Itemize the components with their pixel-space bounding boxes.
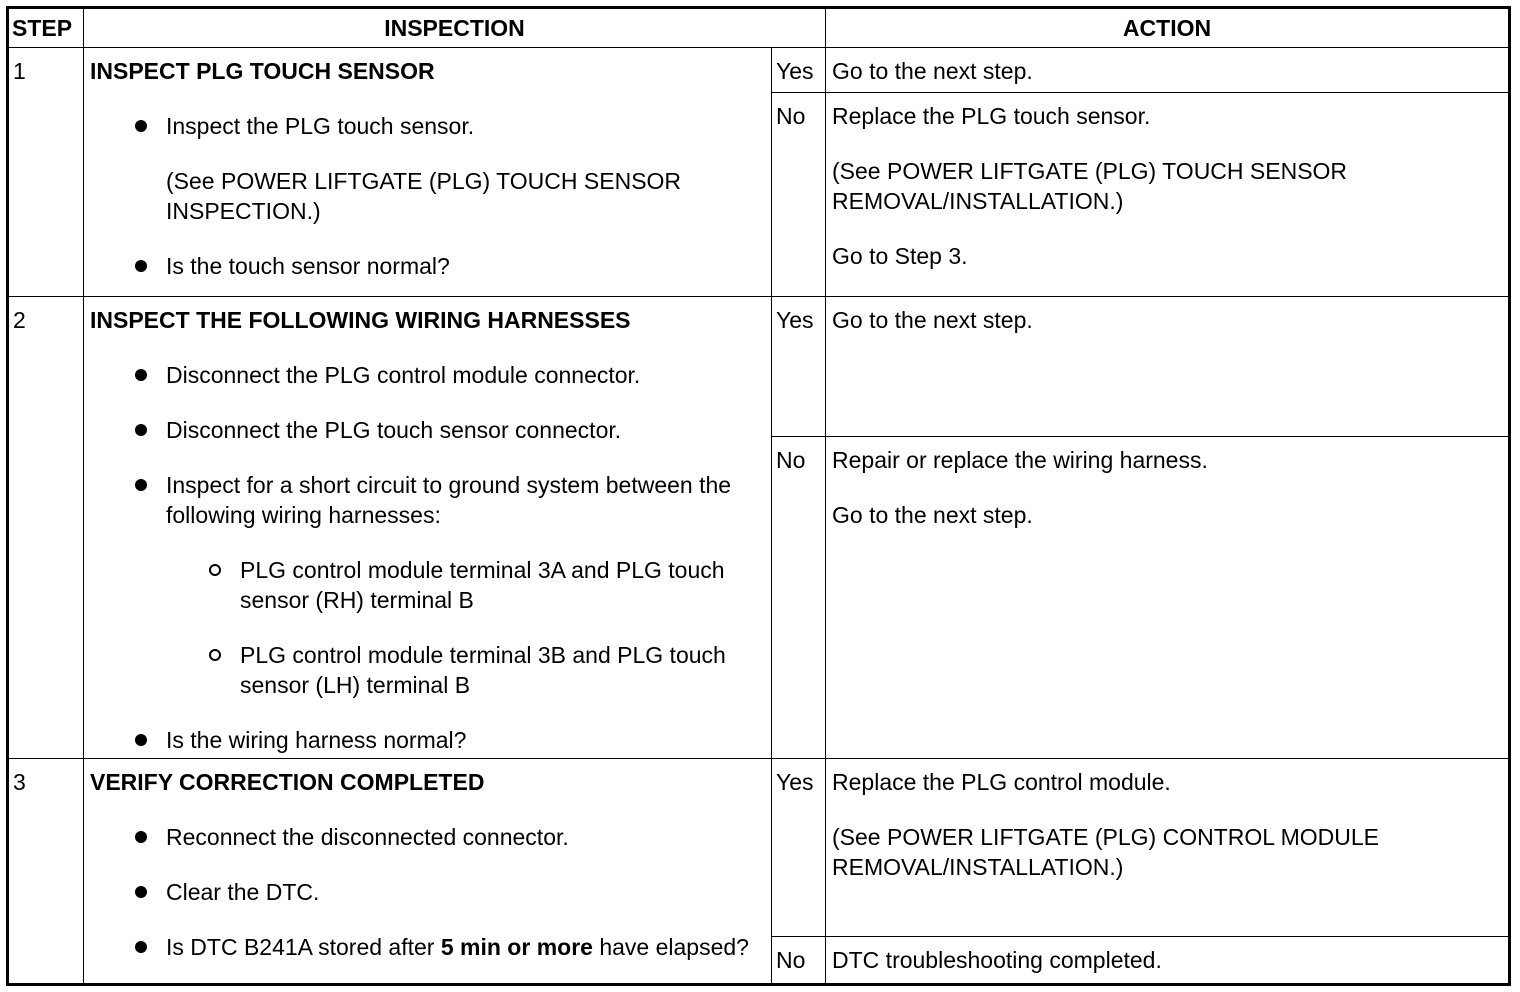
- step-2-bullet-2: Disconnect the PLG touch sensor connector.: [90, 415, 767, 445]
- step-2-no-action: Repair or replace the wiring harness. Go to the next step.: [826, 437, 1510, 759]
- header-row: [8, 8, 1510, 48]
- step-3-inspection: [84, 759, 772, 985]
- step-3-no-action: DTC troubleshooting completed.: [826, 937, 1510, 985]
- step-1-reference: (See POWER LIFTGATE (PLG) TOUCH SENSOR INSPECTION.): [166, 168, 682, 224]
- step-2-yes-action: Go to the next step.: [826, 297, 1510, 437]
- step-3-bullet-1: Reconnect the disconnected connector.: [90, 822, 767, 852]
- header-step: STEP: [8, 8, 84, 48]
- step-3-bullet-2: Clear the DTC.: [90, 877, 767, 907]
- step-3-no-label: No: [772, 937, 826, 985]
- step-3-yes-label: Yes: [772, 759, 826, 937]
- header-action: ACTION: [826, 8, 1510, 48]
- step-1-number: 1: [8, 48, 84, 297]
- step-3-yes-row: [8, 759, 1510, 937]
- step-2-bullet-4: Is the wiring harness normal?: [90, 725, 767, 755]
- step-1-yes-row: [8, 48, 1510, 93]
- troubleshooting-table: [6, 6, 1511, 986]
- step-2-sub-bullet-2: PLG control module terminal 3B and PLG touch sensor (LH) terminal B: [166, 640, 767, 700]
- step-1-bullet-1: Inspect the PLG touch sensor. (See POWER LIFTGATE (PLG) TOUCH SENSOR INSPECTION.): [90, 111, 767, 226]
- step-2-no-label: No: [772, 437, 826, 759]
- step-2-bullet-1: Disconnect the PLG control module connector.: [90, 360, 767, 390]
- step-1-no-label: No: [772, 93, 826, 297]
- header-inspection: INSPECTION: [84, 8, 826, 48]
- step-2-yes-row: [8, 297, 1510, 437]
- step-3-yes-action: Replace the PLG control module. (See POWER LIFTGATE (PLG) CONTROL MODULE REMOVAL/INSTALLATION.): [826, 759, 1510, 937]
- step-2-sub-bullet-1: PLG control module terminal 3A and PLG touch sensor (RH) terminal B: [166, 555, 767, 615]
- step-1-no-action: Replace the PLG touch sensor. (See POWER LIFTGATE (PLG) TOUCH SENSOR REMOVAL/INSTALLATION.) Go to Step 3.: [826, 93, 1510, 297]
- step-2-bullet-3: Inspect for a short circuit to ground system between the following wiring harnesses: PLG control module terminal 3A and PLG touch sensor (RH) terminal B PLG control module terminal 3B and PLG touch sensor (LH) terminal B: [90, 470, 767, 700]
- step-3-number: 3: [8, 759, 84, 985]
- step-2-number: 2: [8, 297, 84, 759]
- step-2-inspection: [84, 297, 772, 759]
- step-1-title: INSPECT PLG TOUCH SENSOR: [90, 58, 435, 84]
- step-1-no-reference: (See POWER LIFTGATE (PLG) TOUCH SENSOR REMOVAL/INSTALLATION.): [832, 158, 1348, 214]
- step-1-bullet-2: Is the touch sensor normal?: [90, 251, 767, 281]
- step-2-title: INSPECT THE FOLLOWING WIRING HARNESSES: [90, 307, 631, 333]
- step-3-title: VERIFY CORRECTION COMPLETED: [90, 769, 485, 795]
- step-3-yes-reference: (See POWER LIFTGATE (PLG) CONTROL MODULE REMOVAL/INSTALLATION.): [832, 824, 1379, 880]
- step-1-inspection: [84, 48, 772, 297]
- step-1-yes-action: Go to the next step.: [826, 48, 1510, 93]
- step-2-yes-label: Yes: [772, 297, 826, 437]
- step-3-bullet-3: Is DTC B241A stored after 5 min or more have elapsed?: [90, 932, 767, 962]
- step-1-yes-label: Yes: [772, 48, 826, 93]
